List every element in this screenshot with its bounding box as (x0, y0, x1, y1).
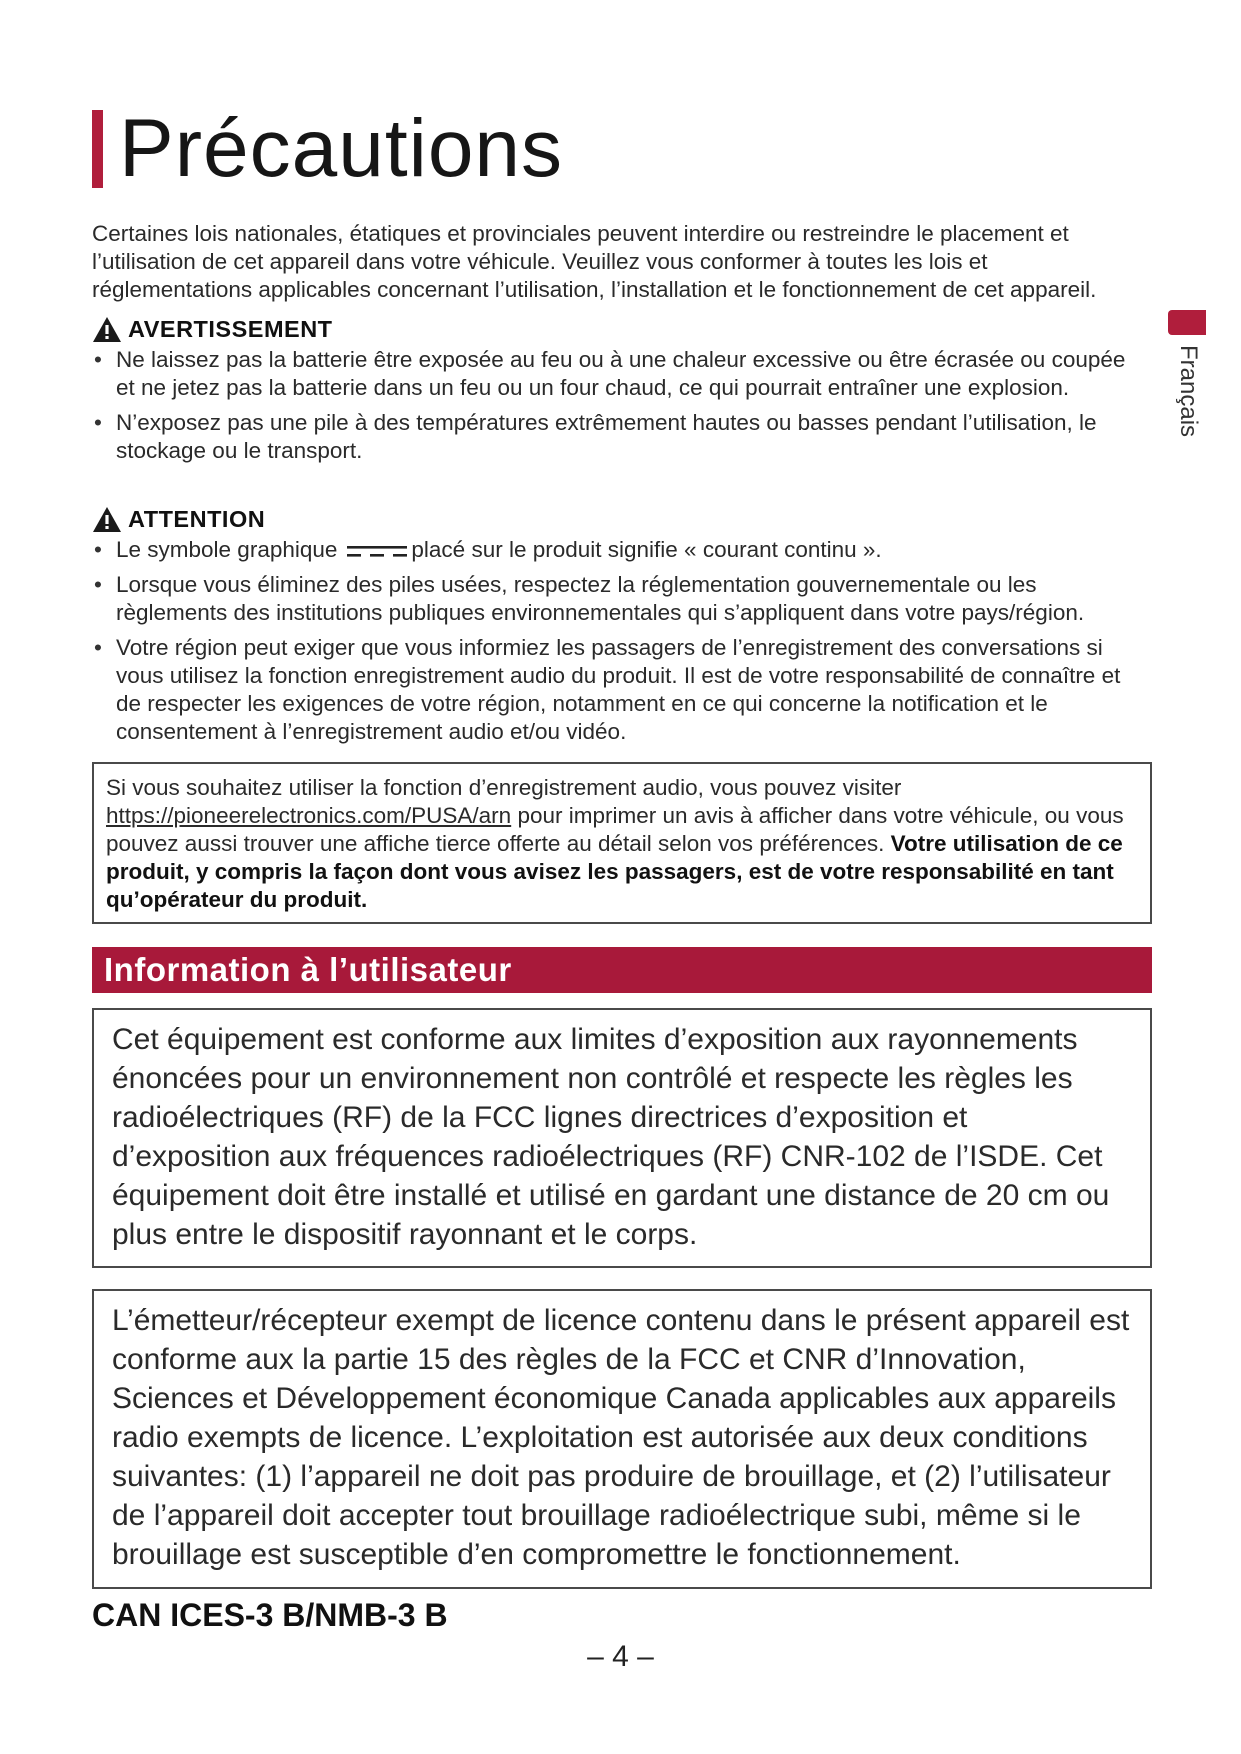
dc-text-after: placé sur le produit signifie « courant continu ». (411, 537, 882, 562)
notice-text: Si vous souhaitez utiliser la fonction d’enregistrement audio, vous pouvez visiter (106, 775, 902, 800)
rf-exposure-box (92, 1008, 1152, 1268)
user-info-banner: Information à l’utilisateur (92, 947, 1152, 993)
title-accent-bar (92, 110, 103, 188)
caution-item-dc-symbol (92, 536, 1142, 564)
page-title: Précautions (119, 103, 564, 194)
dc-text-before: Le symbole graphique (116, 537, 338, 562)
caution-heading-row (92, 504, 1142, 534)
caution-section (92, 504, 1142, 753)
caution-list (92, 536, 1142, 746)
page-title-block (92, 103, 564, 194)
direct-current-symbol-icon (347, 543, 407, 559)
warning-heading: AVERTISSEMENT (128, 315, 333, 342)
caution-item: • Votre région peut exiger que vous informiez les passagers de l’enregistrement des conversations si vous utilisez la fonction enregistrement audio du produit. Il est de votre responsabilité de connaître et de respecter les exigences de votre région, notamment en ce qui concerne la notification et le consentement à l’enregistrement audio et/ou vidéo. (92, 634, 1142, 746)
warning-item: • Ne laissez pas la batterie être exposée au feu ou à une chaleur excessive ou être écrasée ou coupée et ne jetez pas la batterie dans un feu ou un four chaud, ce qui pourrait entraîner une explosion. (92, 346, 1142, 402)
caution-triangle-icon (92, 506, 122, 533)
language-tab (1172, 345, 1202, 455)
warning-heading-row (92, 314, 1142, 344)
compliance-code: CAN ICES-3 B/NMB-3 B (92, 1597, 448, 1633)
warning-item: • N’exposez pas une pile à des températures extrêmement hautes ou basses pendant l’utilisation, le stockage ou le transport. (92, 409, 1142, 465)
language-label: Français (1175, 345, 1202, 438)
notice-url-link[interactable]: https://pioneerelectronics.com/PUSA/arn (106, 803, 512, 828)
warning-list (92, 346, 1142, 465)
warning-triangle-icon (92, 316, 122, 343)
warning-section (92, 314, 1142, 472)
license-exempt-text: L’émetteur/récepteur exempt de licence contenu dans le présent appareil est conforme aux la partie 15 des règles de la FCC et CNR d’Innovation, Sciences et Développement économique Canada applicables aux appareils radio exempts de licence. L’exploitation est autorisée aux deux conditions suivantes: (1) l’appareil ne doit pas produire de brouillage, et (2) l’utilisateur de l’appareil doit accepter tout brouillage radioélectrique subi, même si le brouillage est susceptible d’en compromettre le fonctionnement. (112, 1304, 1130, 1571)
caution-item: • Lorsque vous éliminez des piles usées, respectez la réglementation gouvernementale ou les règlements des institutions publiques environnementales qui s’appliquent dans votre pays/région. (92, 571, 1142, 627)
notice-responsibility-text: Votre utilisation de ce produit, y compris la façon dont vous avisez les passagers, est de votre responsabilité en tant qu’opérateur du produit. (106, 831, 1123, 912)
license-exempt-box (92, 1289, 1152, 1589)
page-number: – 4 – (587, 1640, 654, 1673)
rf-exposure-text: Cet équipement est conforme aux limites d’exposition aux rayonnements énoncées pour un environnement non contrôlé et respecte les règles les radioélectriques (RF) de la FCC lignes directrices d’exposition et d’exposition aux fréquences radioélectriques (RF) CNR-102 de l’ISDE. Cet équipement doit être installé et utilisé en gardant une distance de 20 cm ou plus entre le dispositif rayonnant et le corps. (112, 1023, 1110, 1251)
language-tab-marker (1168, 310, 1206, 335)
caution-heading: ATTENTION (128, 505, 266, 532)
intro-paragraph: Certaines lois nationales, étatiques et provinciales peuvent interdire ou restreindre le placement et l’utilisation de cet appareil dans votre véhicule. Veuillez vous conformer à toutes les lois et réglementations applicables concernant l’utilisation, l’installation et le fonctionnement de cet appareil. (92, 221, 1097, 302)
notice-text-cont: pour imprimer un avis à afficher dans votre véhicule, ou vous pouvez aussi trouver une affiche tierce offerte au détail selon vos préférences. (106, 803, 1124, 856)
recording-notice-box (92, 762, 1152, 924)
